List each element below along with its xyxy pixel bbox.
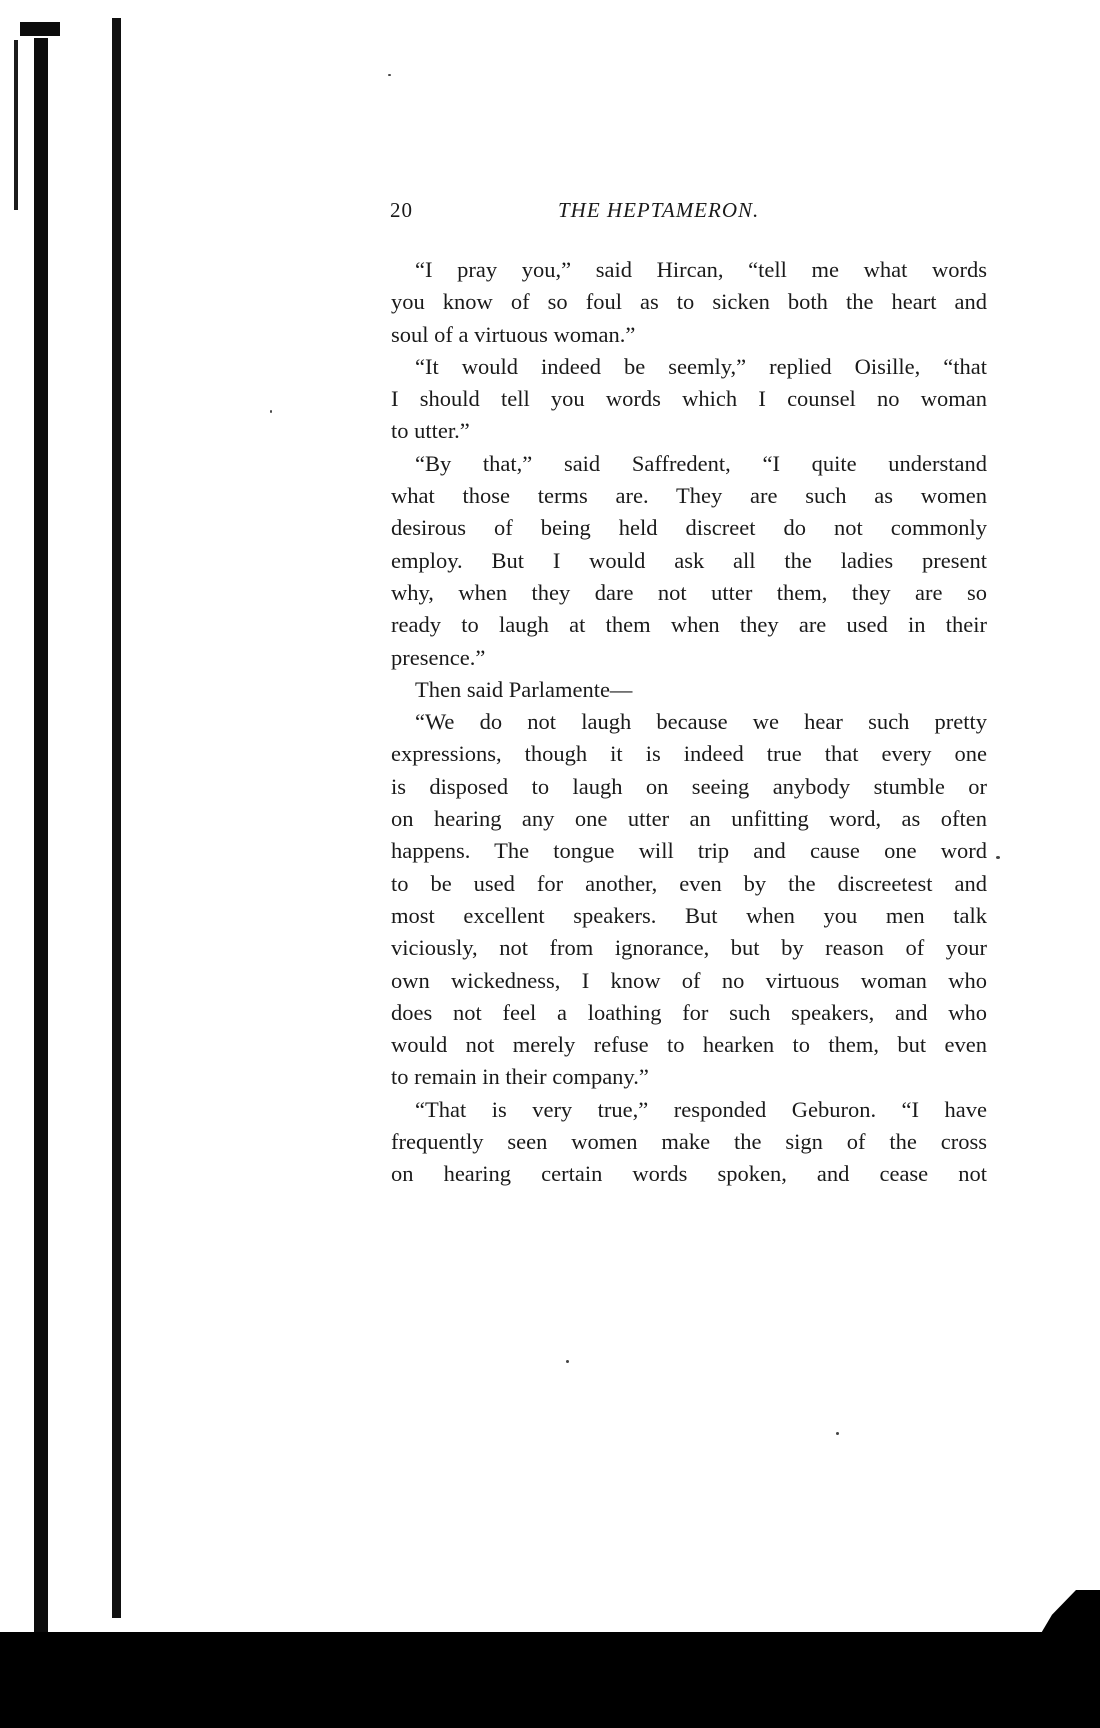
scan-edge-corner-mark — [1040, 1590, 1100, 1635]
running-title: THE HEPTAMERON. — [558, 198, 760, 222]
text-line: “That is very true,” responded Geburon. “I have — [415, 1096, 987, 1122]
text-line: viciously, not from ignorance, but by reason of your — [391, 935, 987, 961]
scan-speck — [836, 1432, 839, 1435]
text-line: ready to laugh at them when they are used in their — [391, 612, 987, 638]
text-line: Then said Parlamente— — [415, 676, 633, 702]
text-line: why, when they dare not utter them, they are so — [391, 579, 987, 605]
body-text — [391, 254, 987, 1191]
scan-speck — [566, 1360, 569, 1363]
text-line: is disposed to laugh on seeing anybody stumble or — [391, 773, 987, 799]
text-line: would not merely refuse to hearken to them, but even — [391, 1032, 987, 1058]
scan-speck — [270, 410, 272, 413]
text-line: on hearing any one utter an unfitting word, as often — [391, 806, 987, 832]
text-line: “It would indeed be seemly,” replied Oisille, “that — [415, 353, 987, 379]
text-line: you know of so foul as to sicken both the heart and — [391, 289, 987, 315]
scan-speck — [996, 856, 1000, 859]
text-line: to be used for another, even by the discreetest and — [391, 870, 987, 896]
text-line: does not feel a loathing for such speakers, and who — [391, 999, 987, 1025]
running-head — [0, 198, 1100, 234]
text-line: own wickedness, I know of no virtuous woman who — [391, 967, 987, 993]
text-line: what those terms are. They are such as women — [391, 483, 987, 509]
text-line: desirous of being held discreet do not commonly — [391, 515, 987, 541]
scan-edge-top-mark — [20, 22, 60, 36]
scan-edge-thin-mark — [14, 40, 18, 210]
text-line: expressions, though it is indeed true that every one — [391, 741, 987, 767]
text-line: soul of a virtuous woman.” — [391, 321, 636, 347]
text-line: presence.” — [391, 644, 486, 670]
text-line: most excellent speakers. But when you men talk — [391, 902, 987, 928]
text-line: to remain in their company.” — [391, 1064, 649, 1090]
text-line: “We do not laugh because we hear such pretty — [415, 709, 987, 735]
text-line: frequently seen women make the sign of the cross — [391, 1129, 987, 1155]
scan-edge-bottom-border — [0, 1632, 1100, 1728]
text-line: employ. But I would ask all the ladies present — [391, 547, 987, 573]
page-number: 20 — [390, 198, 413, 222]
text-line: to utter.” — [391, 418, 470, 444]
text-line: I should tell you words which I counsel no woman — [391, 386, 987, 412]
scan-speck — [388, 74, 391, 76]
text-line: “I pray you,” said Hircan, “tell me what words — [415, 257, 987, 282]
text-line: “By that,” said Saffredent, “I quite understand — [415, 450, 987, 476]
scan-gutter-line — [112, 18, 121, 1618]
text-line: happens. The tongue will trip and cause one word — [391, 838, 987, 864]
scan-edge-left-border — [34, 38, 48, 1638]
text-line: on hearing certain words spoken, and cease not — [391, 1161, 987, 1187]
